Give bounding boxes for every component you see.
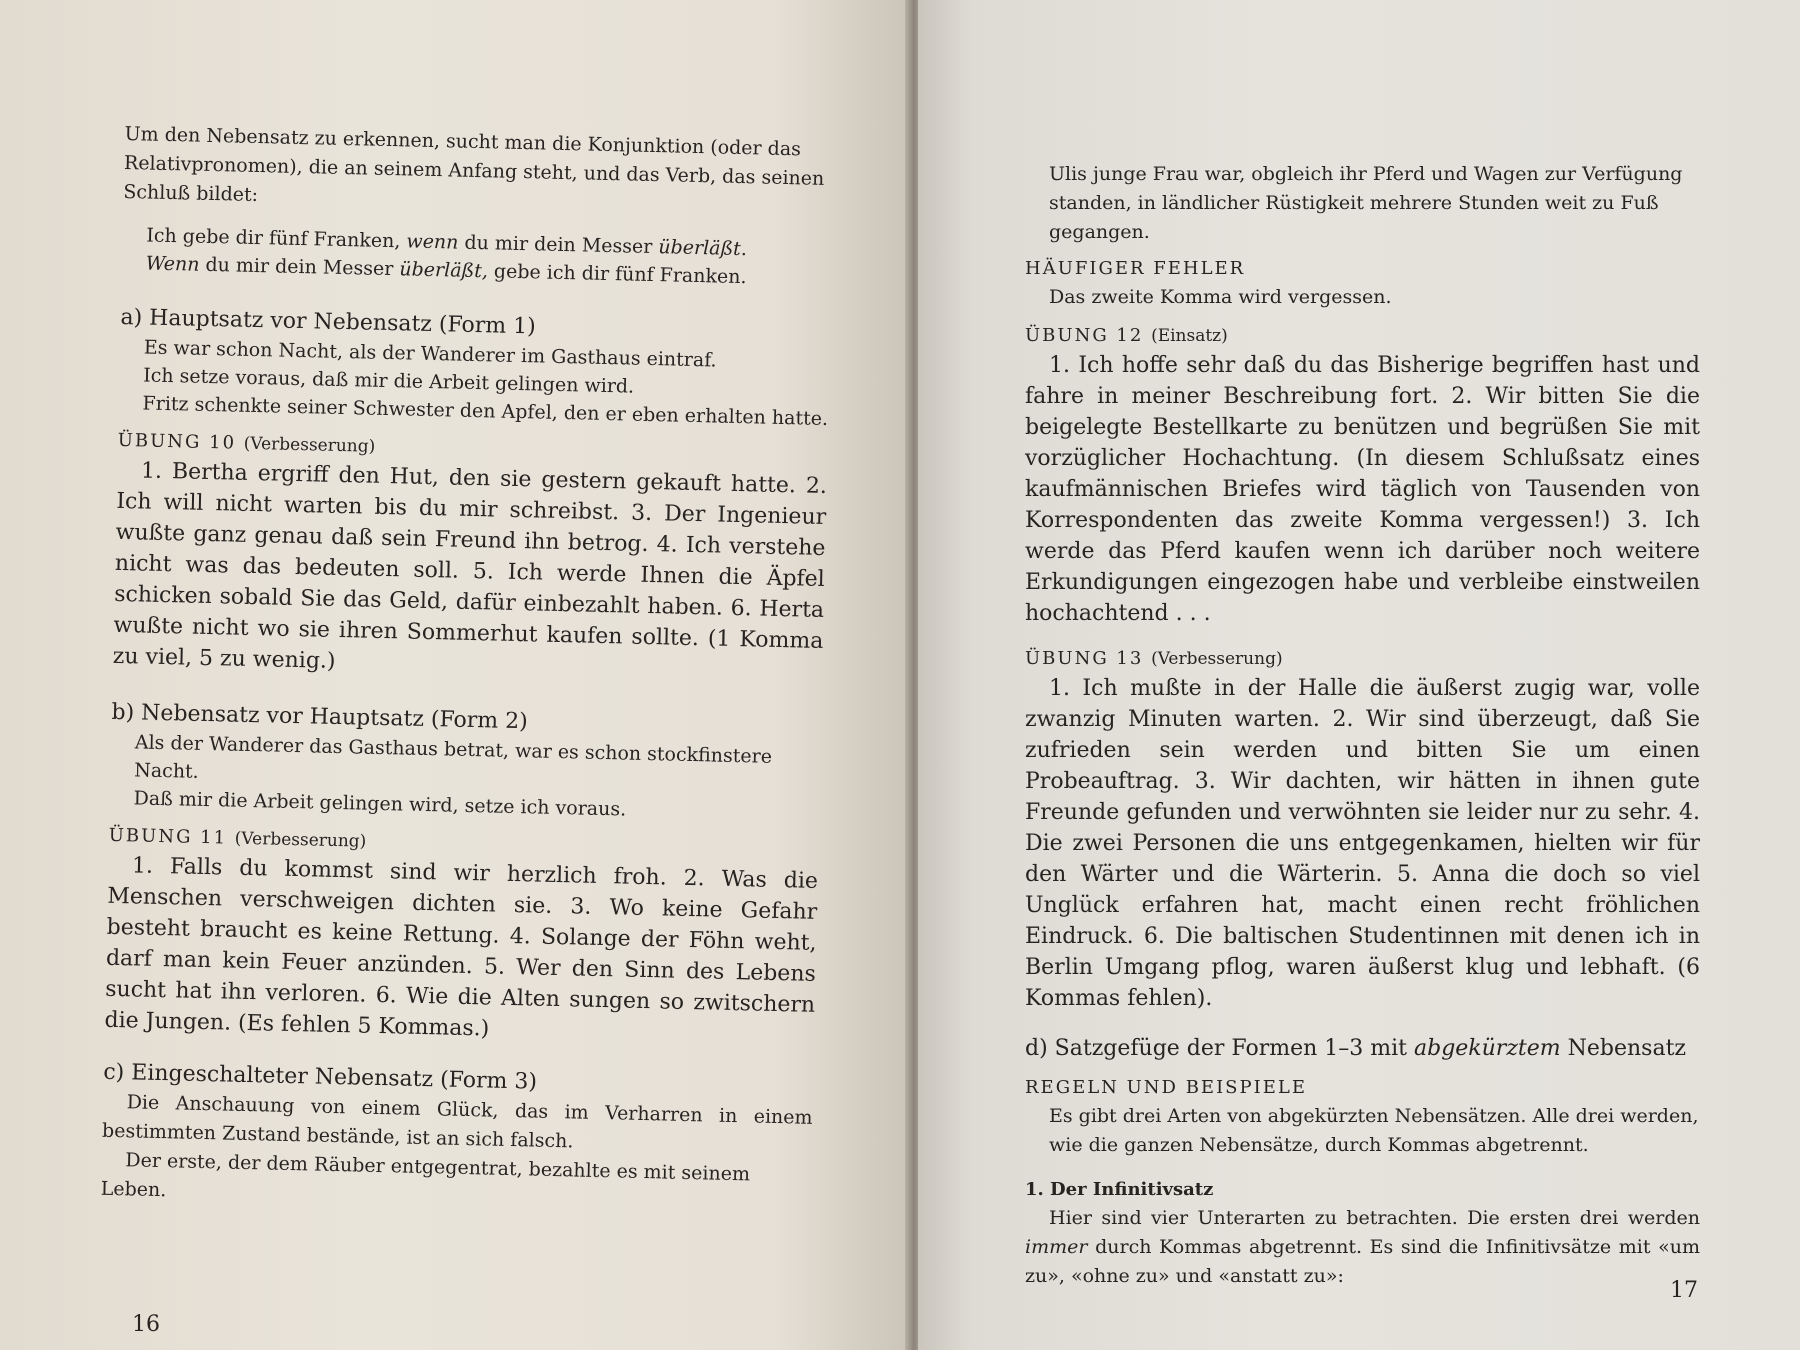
example-line: Fritz schenkte seiner Schwester den Apfel, den er eben erhalten hatte. <box>142 392 829 431</box>
rules-heading: REGELN UND BEISPIELE <box>1025 1077 1307 1098</box>
exercise-12-text: 1. Ich hoffe sehr daß du das Bisherige begriffen hast und fahre in meiner Beschreibung fort. 2. Wir bitten Sie die beigelegte Bestellkarte zu benützen und begrüßen Sie mit vorzüglicher Hochachtung. (In diesem Schlußsatz eines kaufmännischen Briefes wird täglich von Tausenden von Korrespondenten das zweite Komma vergessen!) 3. Ich werde das Pferd kaufen wenn ich darüber noch weitere Erkundigungen eingezogen habe und verbleibe einstweilen hochachtend . . . <box>1025 353 1700 626</box>
example-text: du mir dein Messer <box>458 231 659 259</box>
exercise-title: ÜBUNG 12 <box>1025 325 1144 346</box>
body-text: durch Kommas abgetrennt. Es sind die Infinitivsätze mit «um zu», «ohne zu» und «anstatt zu»: <box>1025 1236 1700 1287</box>
example-line: Ich setze voraus, daß mir die Arbeit gelingen wird. <box>142 364 635 398</box>
example-text: Ich gebe dir fünf Franken, <box>146 224 407 253</box>
example-text: gebe ich dir fünf Franken. <box>487 260 747 289</box>
body-text: Hier sind vier Unterarten zu betrachten. Die ersten drei werden <box>1049 1207 1700 1229</box>
infinitive-text <box>1025 1204 1700 1291</box>
exercise-title: ÜBUNG 11 <box>108 824 228 849</box>
rules-text: Es gibt drei Arten von abgekürzten Nebensätzen. Alle drei werden, wie die ganzen Nebensätze, durch Kommas abgetrennt. <box>1049 1105 1699 1156</box>
page-number: 16 <box>132 1312 160 1337</box>
right-page-content <box>1025 160 1700 1291</box>
left-page-content <box>100 120 834 1220</box>
example-line: Daß mir die Arbeit gelingen wird, setze ich voraus. <box>133 787 627 821</box>
exercise-title: ÜBUNG 10 <box>117 429 237 454</box>
top-example: Ulis junge Frau war, obgleich ihr Pferd und Wagen zur Verfügung standen, in ländlicher Rüstigkeit mehrere Stunden weit zu Fuß gegangen. <box>1049 163 1683 243</box>
intro-paragraph: Um den Nebensatz zu erkennen, sucht man die Konjunktion (oder das Relativpronomen), die an seinem Anfang steht, und das Verb, das seinen Schluß bildet: <box>123 122 825 207</box>
exercise-11-text: 1. Falls du kommst sind wir herzlich froh. 2. Was die Menschen verschweigen dichten sie. 3. Wo keine Gefahr besteht braucht es keine Rettung. 4. Solange der Föhn weht, darf man kein Feuer anzünden. 5. Wer den Sinn des Lebens sucht hat ihn verloren. 6. Wie die Alten sungen so zwitschern die Jungen. (Es fehlen 5 Kommas.) <box>104 853 819 1042</box>
example-emphasis: überläßt <box>658 236 742 261</box>
common-error-text: Das zweite Komma wird vergessen. <box>1049 286 1392 308</box>
section-b-heading: b) Nebensatz vor Hauptsatz (Form 2) <box>111 699 529 735</box>
exercise-subtitle: (Verbesserung) <box>1151 649 1283 669</box>
example-emphasis: überläßt, <box>399 258 489 283</box>
body-emphasis: immer <box>1025 1236 1088 1258</box>
example-line: Es war schon Nacht, als der Wanderer im Gasthaus eintraf. <box>143 336 717 372</box>
section-a-heading: a) Hauptsatz vor Nebensatz (Form 1) <box>120 304 537 340</box>
example-line: Als der Wanderer das Gasthaus betrat, war es schon stockfinstere Nacht. <box>133 731 773 783</box>
section-d-heading <box>1025 1034 1700 1064</box>
exercise-subtitle: (Einsatz) <box>1151 326 1228 346</box>
exercise-subtitle: (Verbesserung) <box>234 828 367 852</box>
heading-text: Nebensatz <box>1560 1036 1687 1061</box>
exercise-title: ÜBUNG 13 <box>1025 648 1144 669</box>
heading-emphasis: abgekürztem <box>1414 1036 1561 1061</box>
example-emphasis: wenn <box>406 230 459 254</box>
exercise-10-text: 1. Bertha ergriff den Hut, den sie gestern gekauft hatte. 2. Ich will nicht warten bis du mir schreibst. 3. Der Ingenieur wußte ganz genau daß sein Freund ihn betrog. 4. Ich verstehe nicht was das bedeuten soll. 5. Ich werde Ihnen die Äpfel schicken sobald Sie das Geld, dafür einbezahlt haben. 6. Herta wußte nicht wo sie ihren Sommerhut kaufen sollte. (1 Komma zu viel, 5 zu wenig.) <box>112 458 828 674</box>
right-page <box>918 0 1800 1350</box>
exercise-12-heading <box>1025 322 1700 350</box>
section-c-heading: c) Eingeschalteter Nebensatz (Form 3) <box>103 1059 538 1095</box>
example-emphasis: Wenn <box>145 252 200 276</box>
exercise-subtitle: (Verbesserung) <box>243 433 376 457</box>
infinitive-heading: 1. Der Infinitivsatz <box>1025 1179 1214 1200</box>
example-text: du mir dein Messer <box>199 253 400 281</box>
heading-text: d) Satzgefüge der Formen 1–3 mit <box>1025 1036 1414 1061</box>
common-error-heading: HÄUFIGER FEHLER <box>1025 258 1246 279</box>
example-paragraph: Die Anschauung von einem Glück, das im Verharren in einem bestimmten Zustand bestände, ist an sich falsch. <box>101 1091 813 1153</box>
example-text: . <box>740 238 748 261</box>
page-number: 17 <box>1670 1278 1698 1303</box>
exercise-13-heading <box>1025 645 1700 673</box>
exercise-13-text: 1. Ich mußte in der Halle die äußerst zugig war, volle zwanzig Minuten warten. 2. Wir sind überzeugt, daß Sie zufrieden sein werden und bitten Sie um einen Probeauftrag. 3. Wir dachten, wir hätten in ihnen gute Freunde gefunden und verwöhnten sie leider nur zu sehr. 4. Die zwei Personen die uns entgegenkamen, hielten wir für den Wärter und die Wärterin. 5. Anna die doch so viel Unglück erfahren hat, macht einen recht fröhlichen Eindruck. 6. Die baltischen Studentinnen mit denen ich in Berlin Umgang pflog, waren äußerst klug und lebhaft. (6 Kommas fehlen). <box>1025 676 1700 1011</box>
example-paragraph: Der erste, der dem Räuber entgegentrat, bezahlte es mit seinem Leben. <box>100 1149 751 1202</box>
